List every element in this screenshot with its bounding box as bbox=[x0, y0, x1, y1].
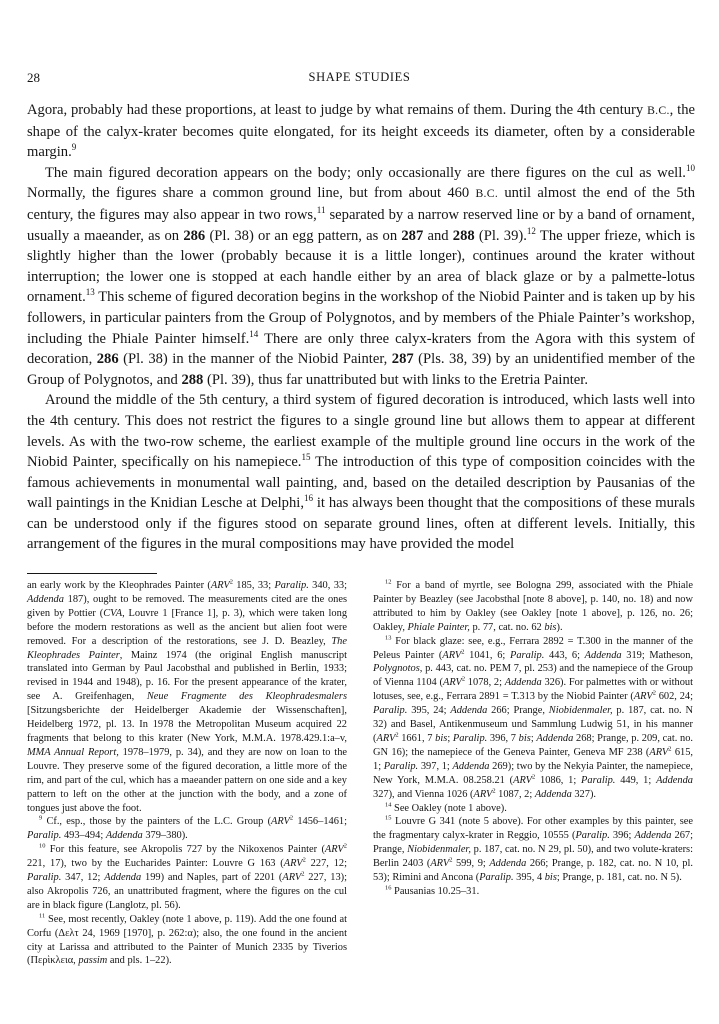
text-span: 1978–1979, p. 34), and they are now on loan to the Louvre. They preserve some of the figured decoration, a little more of the rim, and part of the cul, which has a maeander pattern on one side and a key pattern to left on the other at the junction with the body, and a zone of tongues just above the foot. bbox=[27, 746, 347, 814]
era-abbreviation: B.C. bbox=[647, 104, 670, 117]
text-span: 227, 13); also Akropolis 726, an unattributed fragment, where the figures on the cul are in black figure (Langlotz, pl. 56). bbox=[27, 872, 348, 911]
text-span: There are only three calyx-kraters from the Agora with this system of decoration, bbox=[27, 330, 695, 368]
text-span: For a band of myrtle, see Bologna 299, associated with the Phiale Painter by Beazley (see Jacobsthal [note 8 above], p. 140, no. 18) and now attributed to him by Oakley (see Oakley [note 1 above], p. 126, no. 26; Oakley, bbox=[373, 580, 693, 633]
text-span: The main figured decoration appears on the body; only occasionally are there figures on the cul as well. bbox=[45, 164, 686, 181]
paragraph-3 bbox=[27, 390, 695, 555]
superscript: 2 bbox=[301, 870, 305, 878]
citation-title: The Kleophrades Painter bbox=[27, 635, 347, 661]
superscript: 2 bbox=[652, 689, 656, 697]
citation-title: ARV bbox=[283, 858, 303, 870]
text-span: 267; Prange, bbox=[373, 830, 694, 856]
text-span: 1078, 2; bbox=[465, 677, 505, 689]
text-span: 327). bbox=[571, 788, 597, 800]
text-span: 268; Prange, p. 209, cat. no. GN 16); the namepiece of the Geneva Painter, Geneva MF 238 ( bbox=[373, 732, 693, 758]
text-span: This scheme of figured decoration begins in the workshop of the Niobid Painter and is taken up by his followers, in particular painters from the Group of Polygnotos, and by members of the Phiale Painter’s workshop, including the Phiale Painter himself. bbox=[27, 289, 695, 347]
text-span: 602, 24; bbox=[655, 691, 693, 703]
citation-title: ARV bbox=[649, 746, 669, 758]
citation-title: ARV bbox=[633, 691, 653, 703]
footnote-number: 9 bbox=[39, 814, 43, 822]
footnote-15 bbox=[373, 815, 693, 885]
text-span: it has always been thought that the compositions of these murals can be understood only if the figures stood on separate ground lines, often at different levels. Initially, this arrangement of the figures in the mural compositions may have provided the model bbox=[27, 495, 695, 553]
text-span: 615, 1; bbox=[373, 746, 694, 772]
footnote-number: 16 bbox=[385, 884, 392, 892]
citation-title: Addenda bbox=[634, 830, 672, 842]
footnotes-left-column bbox=[27, 579, 347, 968]
text-span: p. 187, cat. no. N 29, pl. 50), and two volute-kraters: Berlin 2403 ( bbox=[373, 844, 693, 870]
footnote-16 bbox=[373, 885, 693, 899]
footnote-number: 13 bbox=[385, 634, 392, 642]
catalogue-number: 288 bbox=[452, 227, 475, 244]
footnote-number: 10 bbox=[39, 842, 46, 850]
citation-title: Paralip. bbox=[383, 760, 419, 772]
text-span: an early work by the Kleophrades Painter ( bbox=[27, 580, 211, 591]
text-span: 187), ought to be removed. The measurements cited are the ones given by Pottier ( bbox=[27, 593, 347, 619]
catalogue-number: 286 bbox=[96, 351, 119, 368]
footnote-11 bbox=[27, 913, 347, 969]
citation-title: ARV bbox=[442, 649, 462, 661]
footnote-divider bbox=[27, 573, 157, 574]
citation-title: ARV bbox=[210, 580, 230, 591]
citation-title: Paralip. bbox=[373, 705, 408, 717]
citation-title: ARV bbox=[324, 844, 344, 856]
era-abbreviation: B.C. bbox=[475, 187, 499, 201]
footnote-ref-13[interactable]: 13 bbox=[85, 287, 95, 298]
superscript: 2 bbox=[492, 787, 496, 795]
footnotes-right-column bbox=[373, 579, 693, 899]
citation-title: Addenda bbox=[504, 677, 542, 689]
citation-title: Addenda bbox=[27, 593, 64, 605]
text-span: 599, 9; bbox=[452, 858, 490, 870]
footnote-12 bbox=[373, 579, 693, 635]
citation-title: ARV bbox=[430, 858, 450, 870]
text-span: 327), and Vienna 1026 ( bbox=[373, 788, 474, 800]
text-span: ; Prange, p. 181, cat. no. N 5). bbox=[556, 872, 682, 884]
citation-title: ARV bbox=[282, 872, 302, 884]
citation-title: Addenda bbox=[452, 760, 490, 772]
citation-title: Addenda bbox=[584, 649, 622, 661]
text-span: and bbox=[423, 227, 453, 244]
citation-title: passim bbox=[78, 955, 108, 967]
citation-title: bis bbox=[518, 732, 531, 744]
footnote-number: 12 bbox=[385, 578, 392, 586]
footnote-8-continuation bbox=[27, 579, 347, 815]
text-span: 1041, 6; bbox=[464, 649, 510, 661]
citation-title: ARV bbox=[271, 816, 290, 828]
citation-title: bis bbox=[435, 732, 448, 744]
text-span: The upper frieze, which is slightly higher than the lower (probably because it is a little longer), continues around the krater without interruption; the lower one is stopped at each handle either by an area of black glaze or by a palmette-lotus ornament. bbox=[27, 227, 696, 306]
superscript: 2 bbox=[531, 773, 536, 781]
text-span: 227, 12; bbox=[305, 858, 347, 870]
superscript: 2 bbox=[229, 578, 233, 586]
text-span: (Pls. 38, 39) by an unidentified member of the Group of Polygnotos, and bbox=[27, 351, 696, 388]
text-span: 221, 17), two by the Eucharides Painter: Louvre G 163 ( bbox=[27, 858, 284, 870]
superscript: 2 bbox=[395, 731, 399, 739]
citation-title: Addenda bbox=[656, 774, 693, 786]
text-span: 340, 33; bbox=[308, 580, 347, 591]
citation-title: Paralip. bbox=[27, 830, 62, 842]
text-span: 1086, 1; bbox=[535, 774, 582, 786]
footnote-number: 15 bbox=[385, 814, 392, 822]
text-span: For this feature, see Akropolis 727 by the Nikoxenos Painter ( bbox=[45, 844, 325, 856]
catalogue-number: 286 bbox=[183, 227, 206, 244]
text-span: 266; Prange, bbox=[487, 705, 549, 717]
text-span: Agora, probably had these proportions, at least to judge by what remains of them. During the 4th century bbox=[27, 102, 648, 118]
catalogue-number: 287 bbox=[401, 227, 424, 244]
citation-title: ARV bbox=[513, 774, 532, 786]
citation-title: Addenda bbox=[534, 788, 572, 800]
text-span: (Pl. 39), thus far unattributed but with links to the Eretria Painter. bbox=[203, 371, 588, 388]
footnote-ref-12[interactable]: 12 bbox=[526, 225, 536, 236]
citation-title: Niobidenmaler, bbox=[407, 844, 471, 856]
text-span: p. 77, cat. no. 62 bbox=[469, 621, 545, 633]
superscript: 2 bbox=[461, 648, 465, 656]
text-span: For black glaze: see, e.g., Ferrara 2892 = T.300 in the manner of the Peleus Painter ( bbox=[373, 635, 693, 661]
text-span: 449, 1; bbox=[615, 774, 657, 786]
text-span: ). bbox=[556, 621, 563, 633]
citation-title: Addenda bbox=[489, 858, 527, 870]
page-number: 28 bbox=[27, 70, 40, 85]
superscript: 2 bbox=[302, 856, 306, 864]
footnote-ref-9[interactable]: 9 bbox=[71, 142, 77, 153]
footnote-13 bbox=[373, 635, 693, 802]
text-span: The introduction of this type of composition coincides with the famous achievements in monumental wall painting, and, based on the detailed description by Pausanias of the wall paintings in the Knidian Lesche at Delphi, bbox=[27, 454, 695, 512]
text-span: , the shape of the calyx-krater becomes quite elongated, for its height exceeds its diameter, often by a considerable margin. bbox=[27, 102, 695, 161]
citation-title: Paralip. bbox=[575, 830, 610, 842]
superscript: 2 bbox=[461, 675, 466, 683]
text-span: ; bbox=[447, 732, 453, 744]
text-span: , Louvre 1 [France 1], p. 3), which were taken long before the modern restorations as well as the ancient but alien foot were removed. For a description of the restorations, see J. D. Beazley, bbox=[27, 607, 348, 647]
citation-title: bis bbox=[544, 621, 557, 633]
citation-title: Paralip. bbox=[274, 580, 309, 591]
catalogue-number: 287 bbox=[391, 351, 414, 368]
text-span: 319; Matheson, bbox=[621, 649, 694, 661]
text-span: p. 443, cat. no. PEM 7, pl. 253) and the namepiece of the Group of Vienna 1104 ( bbox=[373, 663, 693, 689]
text-span: [Sitzungsberichte der Heidelberger Akademie der Wissenschaften], Heidelberg 1972, pl. 13. In 1978 the Metropolitan Museum acquired 22 fragments that belong to this krater (New York, M.M.A. 1978.429.1:a–v, bbox=[27, 705, 347, 744]
catalogue-number: 288 bbox=[181, 371, 204, 388]
citation-title: CVA bbox=[103, 607, 123, 619]
running-head: SHAPE STUDIES bbox=[308, 70, 411, 84]
citation-title: MMA Annual Report, bbox=[27, 746, 119, 758]
footnote-ref-14[interactable]: 14 bbox=[249, 328, 259, 339]
paragraph-1 bbox=[27, 100, 695, 163]
footnote-number: 11 bbox=[39, 912, 46, 920]
citation-title: Paralip. bbox=[509, 649, 545, 661]
text-span: 269); two by the Nekyia Painter, the namepiece, New York, M.M.A. 08.258.21 ( bbox=[373, 760, 694, 786]
text-span: (Pl. 38) or an egg pattern, as on bbox=[205, 227, 402, 244]
text-span: See, most recently, Oakley (note 1 above, p. 119). Add the one found at Corfu (Δελτ 24, 1969 [1970], p. 262:α); also, the one found in the ancient city at Larissa and attributed to the Painter of Munich 2335 by Tiverios (Περὶκλεια, bbox=[27, 913, 347, 967]
superscript: 2 bbox=[449, 856, 453, 864]
paragraph-2 bbox=[27, 163, 695, 391]
text-span: 185, 33; bbox=[232, 580, 275, 591]
main-text bbox=[27, 100, 695, 555]
citation-title: bis bbox=[544, 872, 557, 884]
footnote-ref-16[interactable]: 16 bbox=[303, 493, 314, 504]
text-span: 396; bbox=[609, 830, 635, 842]
text-span: 397, 1; bbox=[418, 760, 453, 772]
footnote-10 bbox=[27, 843, 347, 913]
citation-title: Polygnotos, bbox=[373, 663, 423, 675]
text-span: until almost the end of the 5th century, the figures may also appear in two rows, bbox=[27, 185, 695, 223]
superscript: 2 bbox=[343, 842, 347, 850]
citation-title: Addenda bbox=[105, 830, 143, 842]
footnote-ref-15[interactable]: 15 bbox=[301, 452, 311, 463]
text-span: 326). For palmettes with or without lotuses, see, e.g., Ferrara 2891 = T.313 by the Niobid Painter ( bbox=[373, 677, 693, 703]
citation-title: ARV bbox=[376, 732, 396, 744]
text-span: 443, 6; bbox=[544, 649, 585, 661]
text-span: Cf., esp., those by the painters of the L.C. Group ( bbox=[42, 816, 272, 828]
text-span: ; bbox=[530, 732, 537, 744]
text-span: 493–494; bbox=[61, 830, 106, 842]
footnote-14 bbox=[373, 802, 693, 816]
text-span: 379–380). bbox=[142, 830, 188, 842]
text-span: 1087, 2; bbox=[495, 788, 535, 800]
text-span: 347, 12; bbox=[61, 872, 105, 884]
citation-title: ARV bbox=[473, 788, 493, 800]
citation-title: ARV bbox=[442, 677, 462, 689]
text-span: (Pl. 39). bbox=[474, 227, 527, 244]
citation-title: Addenda bbox=[536, 732, 574, 744]
citation-title: Paralip. bbox=[452, 732, 488, 744]
text-span: Around the middle of the 5th century, a third system of figured decoration is introduced, which lasts well into the 4th century. This does not restrict the figures to a single ground line but allows them to appear at different levels. As with the two-row scheme, the earliest example of the multiple ground line occurs in the work of the Niobid Painter, specifically on his namepiece. bbox=[27, 392, 695, 471]
citation-title: Paralip. bbox=[581, 774, 616, 786]
text-span: Normally, the figures share a common ground line, but from about 460 bbox=[27, 185, 476, 202]
footnote-9 bbox=[27, 815, 347, 843]
text-span: , Mainz 1974 (the original English manuscript translated into German by Paul Jacobsthal and published in Berlin, 1933; revised in 1944 and 1948), p. 16. For the present appearance of the krater, see A. Greifenhagen, bbox=[27, 649, 347, 703]
citation-title: Addenda bbox=[104, 872, 142, 884]
superscript: 2 bbox=[289, 814, 294, 822]
citation-title: Neue Fragmente des Kleophradesmalers bbox=[146, 691, 347, 703]
citation-title: Paralip. bbox=[479, 872, 514, 884]
citation-title: Phiale Painter, bbox=[407, 621, 470, 633]
superscript: 2 bbox=[668, 745, 672, 753]
text-span: (Pl. 38) in the manner of the Niobid Painter, bbox=[118, 351, 392, 368]
text-span: and pls. 1–22). bbox=[107, 955, 172, 967]
text-span: Louvre G 341 (note 5 above). For other examples by this painter, see the fragmentary calyx-krater in Reggio, 10555 ( bbox=[373, 816, 693, 842]
text-span: See Oakley (note 1 above). bbox=[391, 802, 507, 814]
footnote-ref-11[interactable]: 11 bbox=[316, 205, 326, 216]
citation-title: Addenda bbox=[450, 705, 488, 717]
text-span: 1661, 7 bbox=[398, 732, 436, 744]
citation-title: Niobidenmaler, bbox=[548, 705, 613, 717]
text-span: 396, 7 bbox=[487, 732, 519, 744]
footnote-number: 14 bbox=[385, 801, 392, 809]
text-span: separated by a narrow reserved line or by a band of ornament, usually a maeander, as on bbox=[27, 206, 695, 244]
text-span: Pausanias 10.25–31. bbox=[391, 885, 480, 897]
text-span: p. 187, cat. no. N 32) and Basel, Antikenmuseum und Sammlung Ludwig 51, in his manner ( bbox=[373, 705, 693, 744]
footnote-ref-10[interactable]: 10 bbox=[685, 162, 695, 173]
text-span: 395, 4 bbox=[513, 872, 545, 884]
citation-title: Paralip. bbox=[27, 872, 62, 884]
text-span: 395, 24; bbox=[407, 705, 451, 717]
text-span: 199) and Naples, part of 2201 ( bbox=[141, 872, 283, 884]
text-span: 266; Prange, p. 182, cat. no. N 10, pl. 53); Rimini and Ancona ( bbox=[373, 858, 693, 884]
text-span: 1456–1461; bbox=[293, 816, 347, 828]
